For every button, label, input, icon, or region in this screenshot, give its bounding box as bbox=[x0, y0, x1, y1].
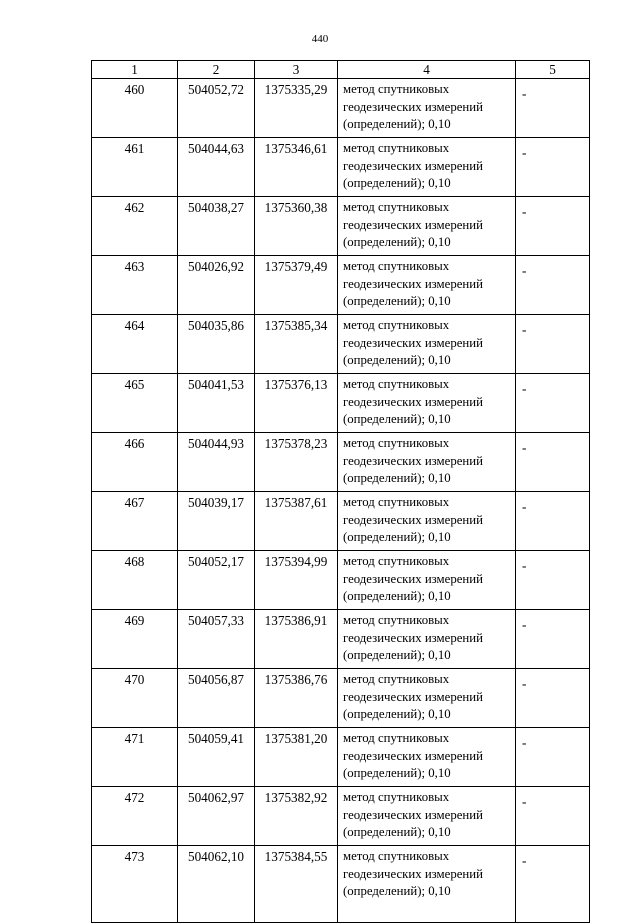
y-coordinate-cell: 1375382,92 bbox=[255, 787, 338, 846]
note-cell: - bbox=[516, 846, 590, 923]
method-cell: метод спутниковых геодезических измерений (определений); 0,10 bbox=[338, 492, 516, 551]
x-coordinate-cell: 504041,53 bbox=[178, 374, 255, 433]
method-cell: метод спутниковых геодезических измерений (определений); 0,10 bbox=[338, 669, 516, 728]
table-row bbox=[92, 315, 590, 374]
y-coordinate-cell: 1375394,99 bbox=[255, 551, 338, 610]
note-cell: - bbox=[516, 197, 590, 256]
y-coordinate-cell: 1375379,49 bbox=[255, 256, 338, 315]
y-coordinate-cell: 1375386,91 bbox=[255, 610, 338, 669]
note-cell: - bbox=[516, 551, 590, 610]
point-number-cell: 470 bbox=[92, 669, 178, 728]
x-coordinate-cell: 504035,86 bbox=[178, 315, 255, 374]
y-coordinate-cell: 1375387,61 bbox=[255, 492, 338, 551]
point-number-cell: 473 bbox=[92, 846, 178, 923]
table-row bbox=[92, 374, 590, 433]
note-cell: - bbox=[516, 492, 590, 551]
table-header-row bbox=[92, 61, 590, 79]
table-row bbox=[92, 846, 590, 923]
table-row bbox=[92, 79, 590, 138]
note-cell: - bbox=[516, 315, 590, 374]
x-coordinate-cell: 504056,87 bbox=[178, 669, 255, 728]
coordinates-table bbox=[91, 60, 590, 923]
note-cell: - bbox=[516, 669, 590, 728]
column-header: 2 bbox=[178, 61, 255, 79]
x-coordinate-cell: 504062,10 bbox=[178, 846, 255, 923]
column-header: 3 bbox=[255, 61, 338, 79]
y-coordinate-cell: 1375378,23 bbox=[255, 433, 338, 492]
table-row bbox=[92, 138, 590, 197]
method-cell: метод спутниковых геодезических измерений (определений); 0,10 bbox=[338, 374, 516, 433]
y-coordinate-cell: 1375385,34 bbox=[255, 315, 338, 374]
note-cell: - bbox=[516, 728, 590, 787]
x-coordinate-cell: 504059,41 bbox=[178, 728, 255, 787]
point-number-cell: 466 bbox=[92, 433, 178, 492]
note-cell: - bbox=[516, 256, 590, 315]
column-header: 5 bbox=[516, 61, 590, 79]
table-row bbox=[92, 787, 590, 846]
y-coordinate-cell: 1375360,38 bbox=[255, 197, 338, 256]
x-coordinate-cell: 504052,17 bbox=[178, 551, 255, 610]
table-row bbox=[92, 197, 590, 256]
table-row bbox=[92, 492, 590, 551]
point-number-cell: 464 bbox=[92, 315, 178, 374]
column-header: 4 bbox=[338, 61, 516, 79]
y-coordinate-cell: 1375346,61 bbox=[255, 138, 338, 197]
x-coordinate-cell: 504044,63 bbox=[178, 138, 255, 197]
point-number-cell: 467 bbox=[92, 492, 178, 551]
table-row bbox=[92, 256, 590, 315]
note-cell: - bbox=[516, 374, 590, 433]
point-number-cell: 471 bbox=[92, 728, 178, 787]
x-coordinate-cell: 504057,33 bbox=[178, 610, 255, 669]
x-coordinate-cell: 504062,97 bbox=[178, 787, 255, 846]
note-cell: - bbox=[516, 433, 590, 492]
method-cell: метод спутниковых геодезических измерений (определений); 0,10 bbox=[338, 846, 516, 923]
point-number-cell: 469 bbox=[92, 610, 178, 669]
x-coordinate-cell: 504039,17 bbox=[178, 492, 255, 551]
page-number: 440 bbox=[311, 33, 329, 45]
method-cell: метод спутниковых геодезических измерений (определений); 0,10 bbox=[338, 197, 516, 256]
table-row bbox=[92, 433, 590, 492]
method-cell: метод спутниковых геодезических измерений (определений); 0,10 bbox=[338, 256, 516, 315]
method-cell: метод спутниковых геодезических измерений (определений); 0,10 bbox=[338, 315, 516, 374]
method-cell: метод спутниковых геодезических измерений (определений); 0,10 bbox=[338, 610, 516, 669]
method-cell: метод спутниковых геодезических измерений (определений); 0,10 bbox=[338, 138, 516, 197]
point-number-cell: 472 bbox=[92, 787, 178, 846]
table-row bbox=[92, 551, 590, 610]
point-number-cell: 463 bbox=[92, 256, 178, 315]
note-cell: - bbox=[516, 610, 590, 669]
y-coordinate-cell: 1375335,29 bbox=[255, 79, 338, 138]
method-cell: метод спутниковых геодезических измерений (определений); 0,10 bbox=[338, 787, 516, 846]
method-cell: метод спутниковых геодезических измерений (определений); 0,10 bbox=[338, 433, 516, 492]
x-coordinate-cell: 504044,93 bbox=[178, 433, 255, 492]
point-number-cell: 461 bbox=[92, 138, 178, 197]
table-row bbox=[92, 728, 590, 787]
y-coordinate-cell: 1375381,20 bbox=[255, 728, 338, 787]
y-coordinate-cell: 1375386,76 bbox=[255, 669, 338, 728]
column-header: 1 bbox=[92, 61, 178, 79]
table-row bbox=[92, 610, 590, 669]
x-coordinate-cell: 504038,27 bbox=[178, 197, 255, 256]
y-coordinate-cell: 1375384,55 bbox=[255, 846, 338, 923]
x-coordinate-cell: 504026,92 bbox=[178, 256, 255, 315]
method-cell: метод спутниковых геодезических измерений (определений); 0,10 bbox=[338, 79, 516, 138]
point-number-cell: 465 bbox=[92, 374, 178, 433]
note-cell: - bbox=[516, 79, 590, 138]
note-cell: - bbox=[516, 787, 590, 846]
y-coordinate-cell: 1375376,13 bbox=[255, 374, 338, 433]
point-number-cell: 462 bbox=[92, 197, 178, 256]
note-cell: - bbox=[516, 138, 590, 197]
point-number-cell: 460 bbox=[92, 79, 178, 138]
method-cell: метод спутниковых геодезических измерений (определений); 0,10 bbox=[338, 551, 516, 610]
x-coordinate-cell: 504052,72 bbox=[178, 79, 255, 138]
point-number-cell: 468 bbox=[92, 551, 178, 610]
method-cell: метод спутниковых геодезических измерений (определений); 0,10 bbox=[338, 728, 516, 787]
table-row bbox=[92, 669, 590, 728]
